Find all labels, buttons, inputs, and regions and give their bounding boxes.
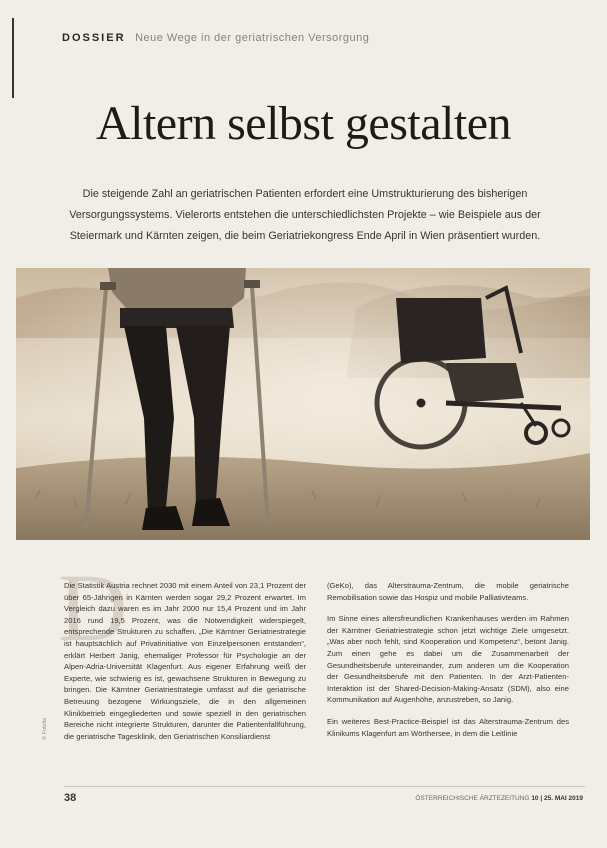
section-kicker [62,32,369,44]
issue-info: 10 | 25. MAI 2019 [531,795,583,802]
article-title: Altern selbst gestalten [95,97,512,150]
publication-name: ÖSTERREICHISCHE ÄRZTEZEITUNG [415,795,530,802]
page-number: 38 [64,792,77,804]
article-column-left [64,580,306,752]
article-column-right [327,580,569,749]
left-margin-rule [12,18,14,98]
section-subtitle: Neue Wege in der geriatrischen Versorgung [135,32,370,44]
article-photo [16,268,590,540]
body-paragraph: Im Sinne eines altersfreundlichen Krankenhauses werden im Rahmen der Kärntner Geriatriestrategie schon jetzt wichtige Ziele umgesetzt. „Was aber noch fehlt, sind Kooperation und Kompetenz“, betont Janig. Zum einen gehe es dabei um die Zusammenarbeit der Gesundheitsberufe untereinander, zum anderen um die Kooperation der Gesundheitsberufe mit den Patienten. In der Arzt-Patienten-Interaktion ist der Shared-Decision-Making-Ansatz (SDM), also eine Kommunikation auf Augenhöhe, anzustreben, so Janig. [327,614,569,705]
footer-divider [64,786,585,787]
body-paragraph: Die Statistik Austria rechnet 2030 mit einem Anteil von 23,1 Prozent der über 65-Jährigen in Kärnten werden sogar 29,2 Prozent erwartet. Im Vergleich dazu waren es im Jahr 2000 nur 15,4 Prozent und im Jahr 2016 rund 19,5 Prozent, was die Notwendigkeit widerspiegelt, entsprechende Strukturen zu schaffen. „Die Kärntner Geriatriestrategie ist hauptsächlich auf Privatinitiative von Einzelpersonen entstanden“, erklärt Herbert Janig, ehemaliger Professor für Psychologie an der Alpen-Adria-Universität Klagenfurt. Aus eigener Erfahrung weiß der Experte, wie schwierig es ist, gewachsene Strukturen in Bewegung zu bringen. Die Kärntner Geriatriestrategie umfasst auf die geriatrische Betreuung bezogene Wirkungsziele, die in den allgemeinen Klinikbetrieb eingegliederten und sowie speziell in den geriatrischen Bereiche nicht integrierte Strukturen, darunter die Patientenfallführung, die geriatrische Tagesklinik, den Geriatrischen Konsiliardienst [64,581,306,741]
photo-crutches-wheelchair [16,268,590,540]
body-paragraph: Ein weiteres Best-Practice-Beispiel ist das Alterstrauma-Zentrum des Klinikums Klagenfurt am Wörthersee, in dem die Leitlinie [327,716,569,738]
photo-credit: © Fotolia [42,717,48,740]
section-label: DOSSIER [62,32,126,44]
article-lead: Die steigende Zahl an geriatrischen Patienten erfordert eine Umstrukturierung des bisherigen Versorgungssystems. Vielerorts entstehen die unterschiedlichsten Projekte – wie Beispiele aus der Steiermark und Kärnten zeigen, die beim Geriatriekongress Ende April in Wien präsentiert wurden. [69,188,541,242]
body-paragraph: (GeKo), das Alterstrauma-Zentrum, die mobile geriatrische Remobilisation sowie das Hospiz und mobile Palliativteams. [327,581,569,602]
drop-cap: D [58,554,128,661]
footer-publication [415,795,583,802]
